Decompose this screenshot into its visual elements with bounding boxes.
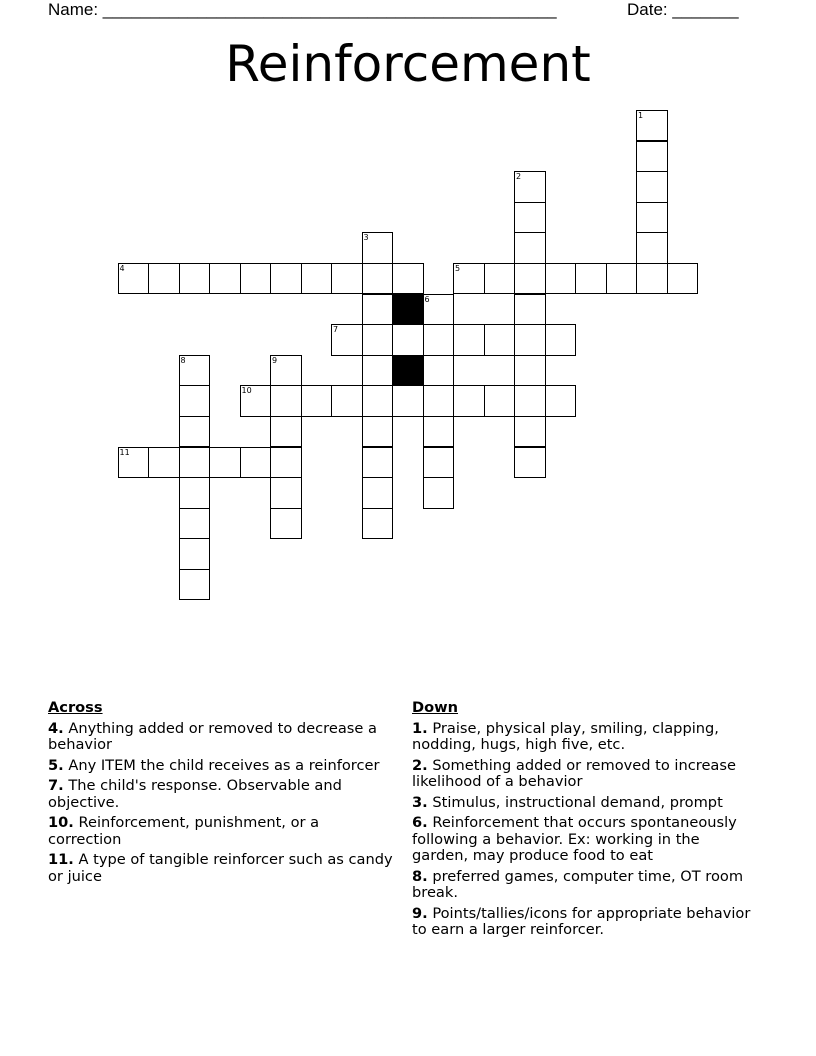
answer-cell[interactable] xyxy=(301,385,333,416)
clue-number: 3 xyxy=(363,233,369,243)
name-field-label: Name: ________________________________________________ xyxy=(48,0,557,19)
answer-cell[interactable] xyxy=(331,324,363,355)
clue-number: 2. xyxy=(412,756,428,774)
answer-cell[interactable] xyxy=(179,416,211,447)
answer-cell[interactable] xyxy=(423,416,455,447)
answer-cell[interactable] xyxy=(270,447,302,478)
answer-cell[interactable] xyxy=(270,263,302,294)
answer-cell[interactable] xyxy=(484,324,516,355)
answer-cell[interactable] xyxy=(240,447,272,478)
answer-cell[interactable] xyxy=(514,416,546,447)
clue-text: Praise, physical play, smiling, clapping, nodding, hugs, high five, etc. xyxy=(412,719,719,753)
answer-cell[interactable] xyxy=(636,232,668,263)
clue-number: 5 xyxy=(455,264,461,273)
down-clue xyxy=(412,815,757,865)
across-clue xyxy=(48,815,393,848)
answer-cell[interactable] xyxy=(636,171,668,202)
clue-number: 8. xyxy=(412,867,428,885)
clue-number: 9 xyxy=(272,355,278,365)
clue-number: 2 xyxy=(516,172,522,182)
answer-cell[interactable] xyxy=(362,447,394,478)
clue-number: 11. xyxy=(48,851,74,868)
answer-cell[interactable] xyxy=(179,477,211,508)
answer-cell[interactable] xyxy=(667,263,699,294)
answer-cell[interactable] xyxy=(179,447,211,478)
answer-cell[interactable] xyxy=(392,324,424,355)
answer-cell[interactable] xyxy=(423,447,455,478)
answer-cell[interactable] xyxy=(636,263,668,294)
answer-cell[interactable] xyxy=(118,263,150,294)
clue-number: 3. xyxy=(412,793,428,811)
date-field-label: Date: _______ xyxy=(627,0,739,19)
answer-cell[interactable] xyxy=(453,263,485,294)
down-clue xyxy=(412,906,757,939)
answer-cell[interactable] xyxy=(636,202,668,233)
clue-number: 11 xyxy=(119,447,130,457)
answer-cell[interactable] xyxy=(209,447,241,478)
answer-cell[interactable] xyxy=(270,416,302,447)
clue-number: 7 xyxy=(333,325,339,335)
clue-text: Reinforcement that occurs spontaneously following a behavior. Ex: working in the garden, may produce food to eat xyxy=(412,814,737,864)
answer-cell[interactable] xyxy=(270,508,302,539)
answer-cell[interactable] xyxy=(270,385,302,416)
clue-text: Any ITEM the child receives as a reinforcer xyxy=(63,756,380,774)
clue-text: preferred games, computer time, OT room break. xyxy=(412,867,744,901)
across-heading: Across xyxy=(48,699,103,716)
answer-cell[interactable] xyxy=(636,110,668,141)
answer-cell[interactable] xyxy=(362,385,394,416)
across-clue-list xyxy=(48,721,393,886)
answer-cell[interactable] xyxy=(514,263,546,294)
down-clue xyxy=(412,721,757,754)
answer-cell[interactable] xyxy=(331,385,363,416)
across-clues xyxy=(48,700,393,889)
answer-cell[interactable] xyxy=(179,355,211,386)
answer-cell[interactable] xyxy=(209,263,241,294)
answer-cell[interactable] xyxy=(545,324,577,355)
clue-number: 1 xyxy=(638,111,644,120)
clue-text: Anything added or removed to decrease a behavior xyxy=(48,719,377,753)
answer-cell[interactable] xyxy=(423,324,455,355)
answer-cell[interactable] xyxy=(240,385,272,416)
answer-cell[interactable] xyxy=(484,385,516,416)
down-heading: Down xyxy=(412,699,459,716)
page-title: Reinforcement xyxy=(225,35,591,93)
answer-cell[interactable] xyxy=(606,263,638,294)
across-clue xyxy=(48,852,393,885)
answer-cell[interactable] xyxy=(362,416,394,447)
clue-number: 7. xyxy=(48,777,64,794)
answer-cell[interactable] xyxy=(545,263,577,294)
answer-cell[interactable] xyxy=(270,477,302,508)
answer-cell[interactable] xyxy=(575,263,607,294)
clue-number: 4 xyxy=(119,264,125,273)
answer-cell[interactable] xyxy=(240,263,272,294)
answer-cell[interactable] xyxy=(514,232,546,263)
clue-number: 6. xyxy=(412,814,428,831)
answer-cell[interactable] xyxy=(423,385,455,416)
answer-cell[interactable] xyxy=(331,263,363,294)
clue-number: 10. xyxy=(48,814,74,831)
down-clue xyxy=(412,869,757,902)
down-clues xyxy=(412,700,757,943)
answer-cell[interactable] xyxy=(362,232,394,263)
answer-cell[interactable] xyxy=(423,477,455,508)
answer-cell[interactable] xyxy=(179,569,211,600)
clue-number: 4. xyxy=(48,719,64,737)
answer-cell[interactable] xyxy=(392,385,424,416)
down-clue-list xyxy=(412,721,757,939)
answer-cell[interactable] xyxy=(362,477,394,508)
answer-cell[interactable] xyxy=(514,355,546,386)
clue-text: Points/tallies/icons for appropriate behavior to earn a larger reinforcer. xyxy=(412,904,751,938)
answer-cell[interactable] xyxy=(179,385,211,416)
answer-cell[interactable] xyxy=(453,324,485,355)
clue-text: Stimulus, instructional demand, prompt xyxy=(427,793,723,811)
clue-number: 6 xyxy=(424,294,430,304)
answer-cell[interactable] xyxy=(423,294,455,325)
answer-cell[interactable] xyxy=(301,263,333,294)
answer-cell[interactable] xyxy=(514,385,546,416)
across-clue xyxy=(48,758,393,775)
answer-cell[interactable] xyxy=(148,263,180,294)
answer-cell[interactable] xyxy=(484,263,516,294)
answer-cell[interactable] xyxy=(362,324,394,355)
across-clue xyxy=(48,721,393,754)
clue-text: Reinforcement, punishment, or a correction xyxy=(48,814,320,848)
clue-number: 5. xyxy=(48,756,64,774)
answer-cell[interactable] xyxy=(514,171,546,202)
answer-cell[interactable] xyxy=(179,263,211,294)
answer-cell[interactable] xyxy=(545,385,577,416)
clue-number: 8 xyxy=(180,355,186,365)
answer-cell[interactable] xyxy=(514,202,546,233)
answer-cell[interactable] xyxy=(270,355,302,386)
black-cell xyxy=(392,355,424,386)
answer-cell[interactable] xyxy=(514,294,546,325)
clue-number: 9. xyxy=(412,904,428,922)
down-clue xyxy=(412,758,757,791)
answer-cell[interactable] xyxy=(362,355,394,386)
answer-cell[interactable] xyxy=(179,508,211,539)
clue-text: A type of tangible reinforcer such as candy or juice xyxy=(48,851,393,885)
across-clue xyxy=(48,778,393,811)
answer-cell[interactable] xyxy=(179,538,211,569)
clue-text: The child's response. Observable and objective. xyxy=(48,777,342,811)
answer-cell[interactable] xyxy=(392,263,424,294)
answer-cell[interactable] xyxy=(423,355,455,386)
answer-cell[interactable] xyxy=(636,141,668,172)
answer-cell[interactable] xyxy=(362,263,394,294)
answer-cell[interactable] xyxy=(362,508,394,539)
down-clue xyxy=(412,795,757,812)
clue-text: Something added or removed to increase likelihood of a behavior xyxy=(412,756,736,790)
answer-cell[interactable] xyxy=(362,294,394,325)
answer-cell[interactable] xyxy=(148,447,180,478)
clue-number: 10 xyxy=(241,386,252,396)
answer-cell[interactable] xyxy=(118,447,150,478)
clue-number: 1. xyxy=(412,719,428,737)
answer-cell[interactable] xyxy=(514,447,546,478)
answer-cell[interactable] xyxy=(453,385,485,416)
answer-cell[interactable] xyxy=(514,324,546,355)
black-cell xyxy=(392,294,424,325)
